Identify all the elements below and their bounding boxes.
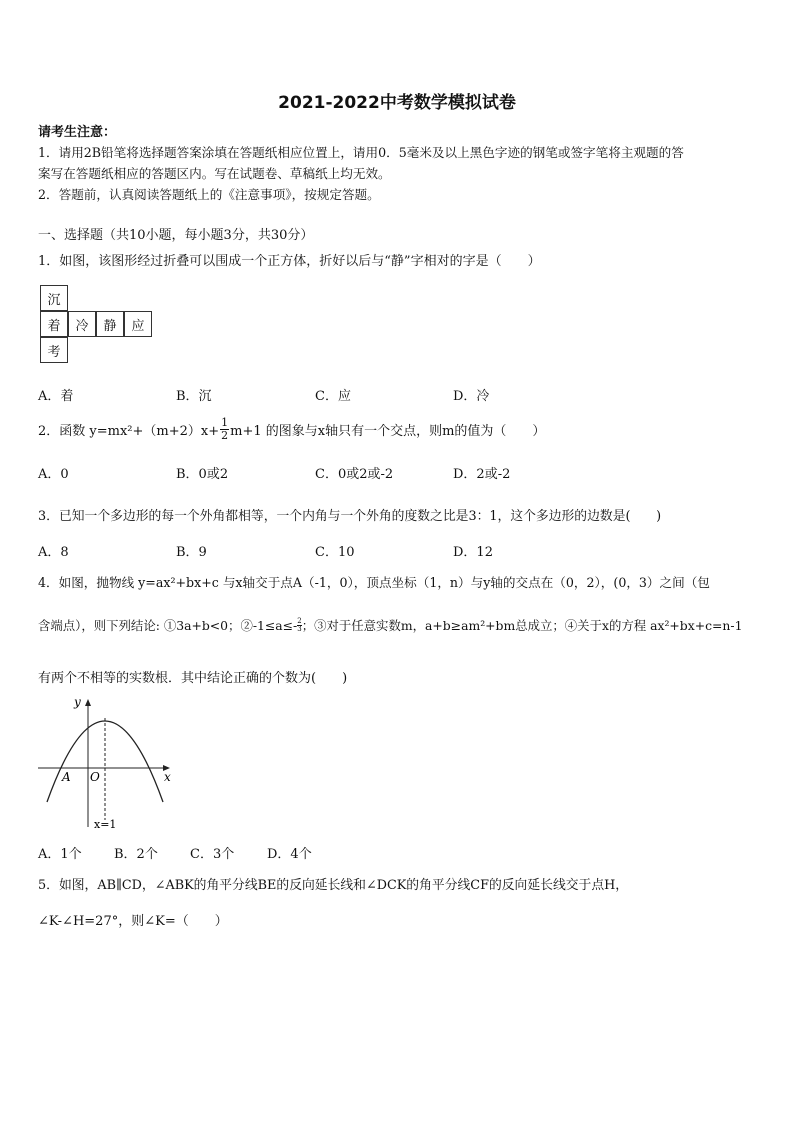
origin-label: O <box>90 770 100 784</box>
q2-option-b: B．0或2 <box>176 467 229 482</box>
section-heading: 一、选择题（共10小题，每小题3分，共30分） <box>38 228 314 243</box>
net-cell: 冷 <box>68 311 96 337</box>
q4-line-2-part-1: 含端点），则下列结论: ①3a+b<0；②-1≤a≤- <box>38 618 298 633</box>
x-axis-label: x <box>164 770 171 784</box>
q2-frac-denominator: 2 <box>221 428 229 442</box>
q2-frac-numerator: 1 <box>221 415 229 429</box>
q3-option-c: C．10 <box>315 545 355 560</box>
q5-line-2: ∠K-∠H=27°，则∠K=（ ） <box>38 914 228 929</box>
y-axis-label: y <box>74 695 81 709</box>
q2-option-a: A．0 <box>38 467 69 482</box>
q2-option-c: C．0或2或-2 <box>315 467 394 482</box>
q4-line-2 <box>38 612 742 638</box>
parabola-graph <box>36 692 176 832</box>
net-cell: 应 <box>124 311 152 337</box>
q2-option-d: D．2或-2 <box>453 467 511 482</box>
point-a-label: A <box>62 770 71 784</box>
q1-option-d: D．冷 <box>453 389 490 404</box>
q2-stem-part-2: m+1 的图象与x轴只有一个交点，则m的值为（ ） <box>230 423 546 439</box>
net-cell: 考 <box>40 337 68 363</box>
q4-line-2-part-2: ；③对于任意实数m，a+b≥am²+bm总成立；④关于x的方程 ax²+bx+c=n-1 <box>301 618 743 633</box>
q2-fraction <box>220 417 229 442</box>
net-cell: 沉 <box>40 285 68 311</box>
q4-option-a: A．1个 <box>38 847 82 862</box>
q4-line-3: 有两个不相等的实数根．其中结论正确的个数为( ) <box>38 671 348 686</box>
q4-option-b: B．2个 <box>114 847 158 862</box>
q2-stem <box>38 413 545 445</box>
q3-stem: 3．已知一个多边形的每一个外角都相等，一个内角与一个外角的度数之比是3：1，这个多边形的边数是( ) <box>38 509 662 524</box>
q1-stem: 1．如图，该图形经过折叠可以围成一个正方体，折好以后与“静”字相对的字是（ ） <box>38 254 541 269</box>
q1-option-b: B．沉 <box>176 389 212 404</box>
notice-heading: 请考生注意： <box>38 125 117 140</box>
q4-sfrac-numerator: 2 <box>297 616 302 625</box>
q4-sfrac-denominator: 3 <box>297 624 302 633</box>
y-axis-arrow <box>85 699 91 706</box>
q4-line-1: 4．如图，抛物线 y=ax²+bx+c 与x轴交于点A（-1，0），顶点坐标（1，n）与y轴的交点在（0，2），(0，3）之间（包 <box>38 575 710 590</box>
notice-item-1-cont: 案写在答题纸相应的答题区内。写在试题卷、草稿纸上均无效。 <box>38 166 391 181</box>
q5-line-1: 5．如图，AB∥CD，∠ABK的角平分线BE的反向延长线和∠DCK的角平分线CF的反向延长线交于点H， <box>38 878 629 893</box>
q3-option-b: B．9 <box>176 545 207 560</box>
notice-item-2: 2．答题前，认真阅读答题纸上的《注意事项》，按规定答题。 <box>38 187 380 202</box>
q4-option-d: D．4个 <box>267 847 312 862</box>
q3-option-a: A．8 <box>38 545 69 560</box>
q4-option-c: C．3个 <box>190 847 235 862</box>
axis-of-symmetry-label: x=1 <box>94 818 117 831</box>
net-cell: 静 <box>96 311 124 337</box>
notice-item-1: 1．请用2B铅笔将选择题答案涂填在答题纸相应位置上，请用0．5毫米及以上黑色字迹的钢笔或签字笔将主观题的答 <box>38 145 684 160</box>
page-title: 2021-2022中考数学模拟试卷 <box>278 93 516 113</box>
q3-option-d: D．12 <box>453 545 493 560</box>
q1-option-c: C．应 <box>315 389 351 404</box>
net-cell: 着 <box>40 311 68 337</box>
q1-option-a: A．着 <box>38 389 74 404</box>
q2-stem-part-1: 2．函数 y=mx²+（m+2）x+ <box>38 423 220 439</box>
